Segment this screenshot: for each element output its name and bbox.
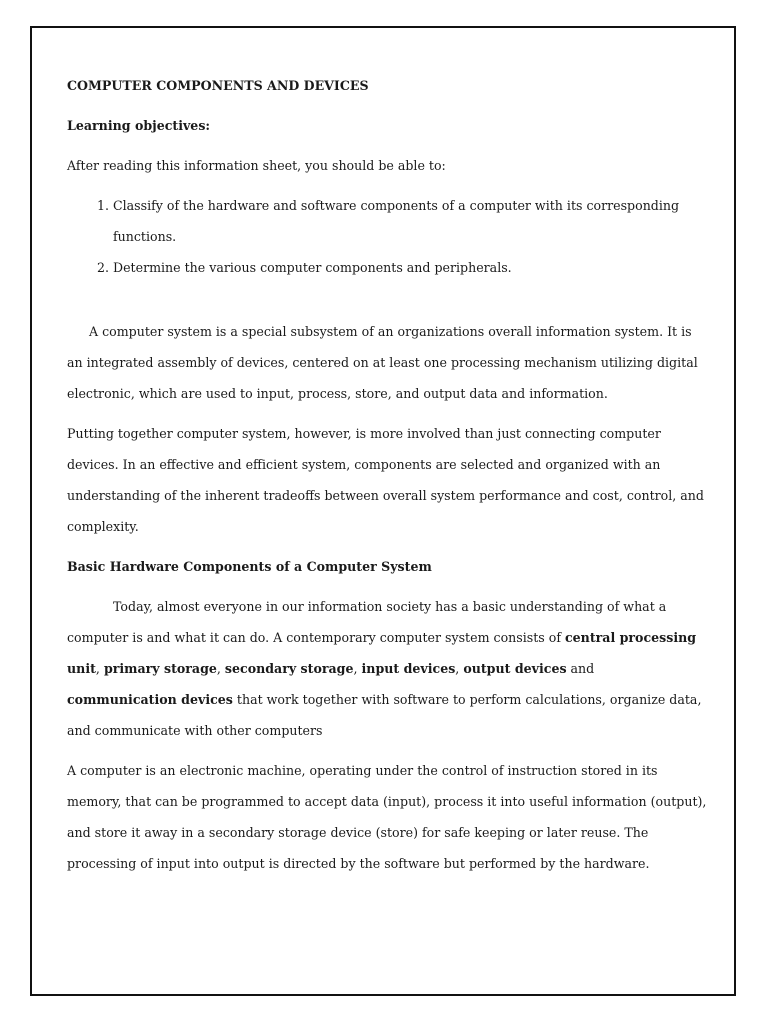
term-output-devices: output devices <box>463 661 567 676</box>
paragraph-putting-together: Putting together computer system, however, is more involved than just connecting computer devices. In an effective and efficient system, components are selected and organized with an understanding of the inherent tradeoffs between overall system performance and cost, control, and complexity. <box>67 426 704 534</box>
section-heading-hardware: Basic Hardware Components of a Computer System <box>67 559 432 574</box>
paragraph-contemporary-system <box>67 591 707 746</box>
paragraph-computer-system: A computer system is a special subsystem of an organizations overall information system. It is an integrated assembly of devices, centered on at least one processing mechanism utilizing digital electronic, which are used to input, process, store, and output data and information. <box>67 324 698 401</box>
term-primary-storage: primary storage <box>103 661 217 676</box>
separator: , <box>353 661 362 676</box>
objective-item: 1. Classify of the hardware and software components of a computer with its corresponding functions. <box>113 190 707 252</box>
document-body <box>67 70 707 879</box>
separator: and <box>566 661 595 676</box>
objectives-heading: Learning objectives: <box>67 118 211 133</box>
separator: , <box>95 661 104 676</box>
document-title: COMPUTER COMPONENTS AND DEVICES <box>67 78 369 93</box>
term-input-devices: input devices <box>361 661 456 676</box>
term-secondary-storage: secondary storage <box>224 661 354 676</box>
para3-tail: that work together with software to perform calculations, organize data, and communicate with other computers <box>67 692 702 738</box>
objectives-list <box>67 190 707 283</box>
separator: , <box>216 661 225 676</box>
paragraph-computer-definition: A computer is an electronic machine, operating under the control of instruction stored in its memory, that can be programmed to accept data (input), process it into useful information (output), and store it away in a secondary storage device (store) for safe keeping or later reuse. The processing of input into output is directed by the software but performed by the hardware. <box>67 763 707 871</box>
para3-lead: Today, almost everyone in our information society has a basic understanding of what a computer is and what it can do. A contemporary computer system consists of <box>67 599 667 645</box>
separator: , <box>455 661 464 676</box>
term-cpu: central processing unit <box>67 630 697 676</box>
term-communication-devices: communication devices <box>67 692 233 707</box>
objectives-intro: After reading this information sheet, you should be able to: <box>67 158 446 173</box>
objective-item: 2. Determine the various computer components and peripherals. <box>113 252 707 283</box>
